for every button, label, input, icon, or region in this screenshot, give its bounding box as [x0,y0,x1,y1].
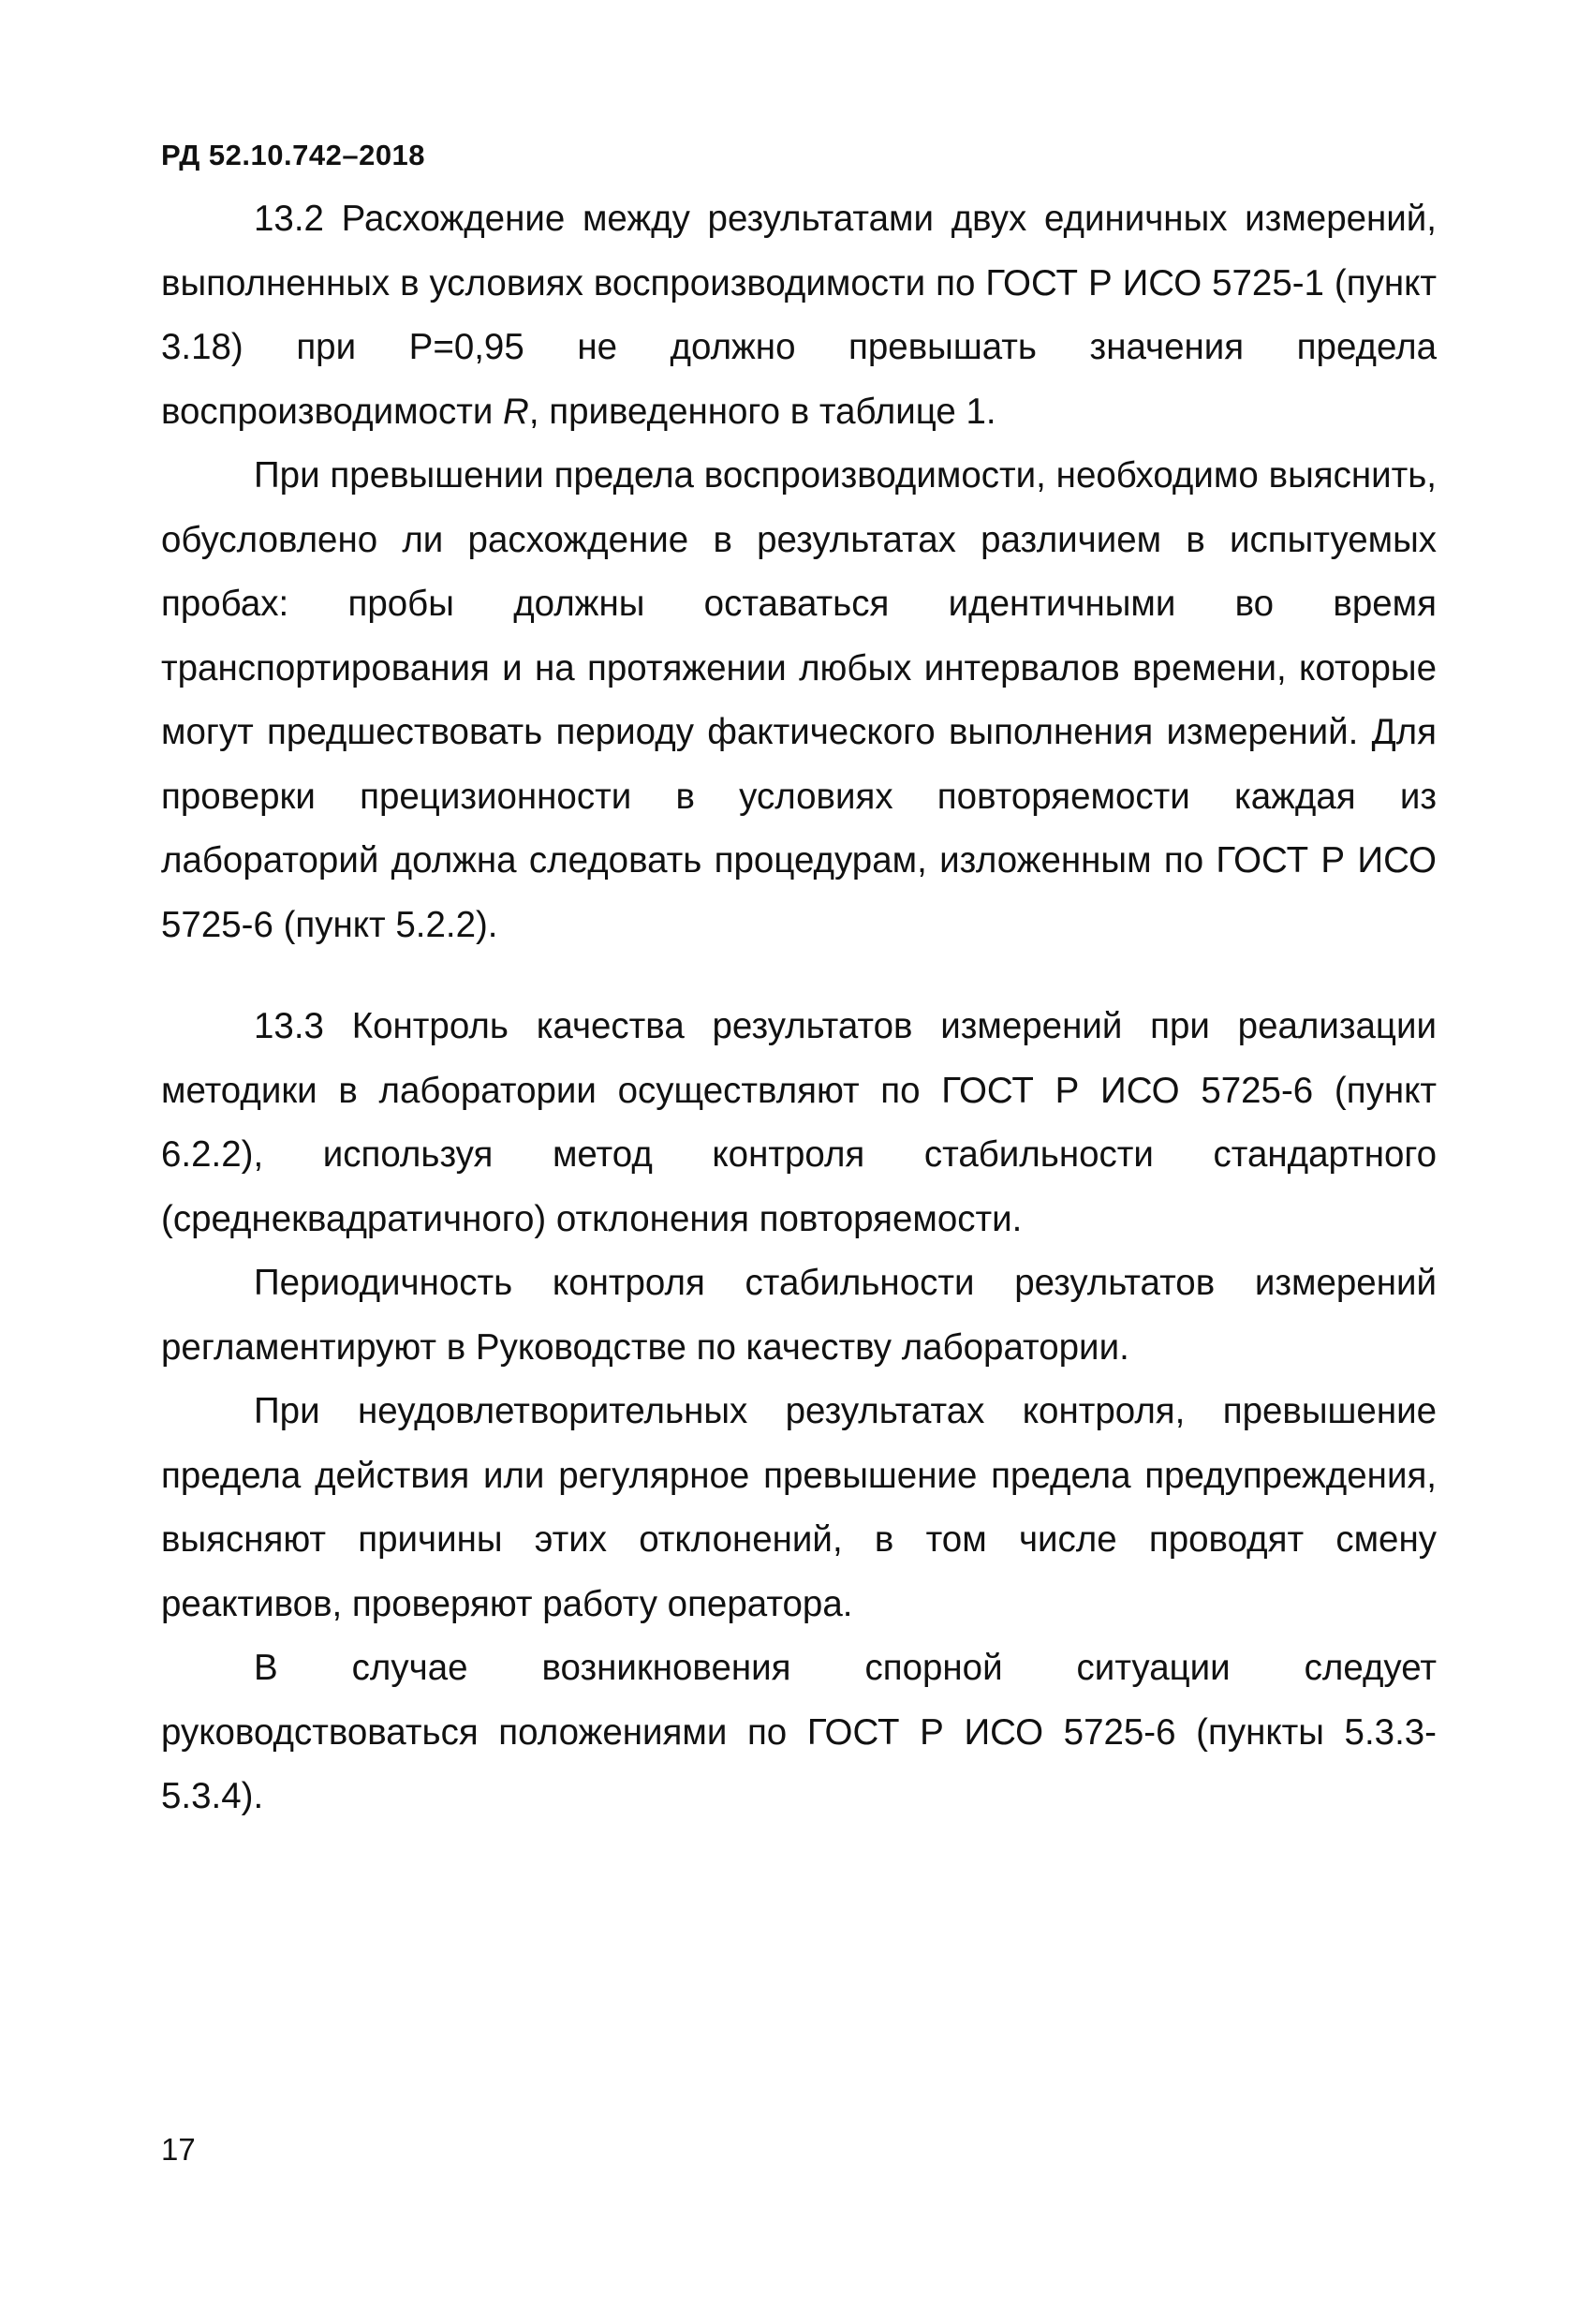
paragraph-text: , приведенного в таблице 1. [528,391,996,432]
paragraph-reproducibility-check: При превышении предела воспроизводимости, необходимо выяснить, обусловлено ли расхождение в результатах различием в испытуемых пробах: пробы должны оставаться идентичными во время транспортирования и на протяжении любых интервалов времени, которые могут предшествовать периоду фактического выполнения измерений. Для проверки прецизионности в условиях повторяемости каждая из лабораторий должна следовать процедурам, изложенным по ГОСТ Р ИСО 5725-6 (пункт 5.2.2). [161,455,1437,945]
document-code: РД 52.10.742–2018 [161,139,426,171]
document-body [161,187,1437,1829]
paragraph-text: 13.2 Расхождение между результатами двух единичных измерений, выполненных в условиях воспроизводимости по ГОСТ Р ИСО 5725-1 (пункт 3.18) при Р=0,95 не должно превышать значения предела воспроизводимости [161,199,1437,432]
paragraph-unsatisfactory-results: При неудовлетворительных результатах контроля, превышение предела действия или регулярное превышение предела предупреждения, выясняют причины этих отклонений, в том числе проводят смену реактивов, проверяют работу оператора. [161,1391,1437,1624]
page-number: 17 [161,2132,196,2167]
variable-r: R [503,391,529,432]
paragraph-dispute-situation: В случае возникновения спорной ситуации следует руководствоваться положениями по ГОСТ Р ИСО 5725-6 (пункты 5.3.3-5.3.4). [161,1648,1437,1816]
paragraph-13-2 [161,187,1437,444]
paragraph-control-periodicity: Периодичность контроля стабильности результатов измерений регламентируют в Руководстве по качеству лаборатории. [161,1263,1437,1368]
paragraph-13-3: 13.3 Контроль качества результатов измерений при реализации методики в лаборатории осуществляют по ГОСТ Р ИСО 5725-6 (пункт 6.2.2), используя метод контроля стабильности стандартного (среднеквадратичного) отклонения повторяемости. [161,1006,1437,1239]
